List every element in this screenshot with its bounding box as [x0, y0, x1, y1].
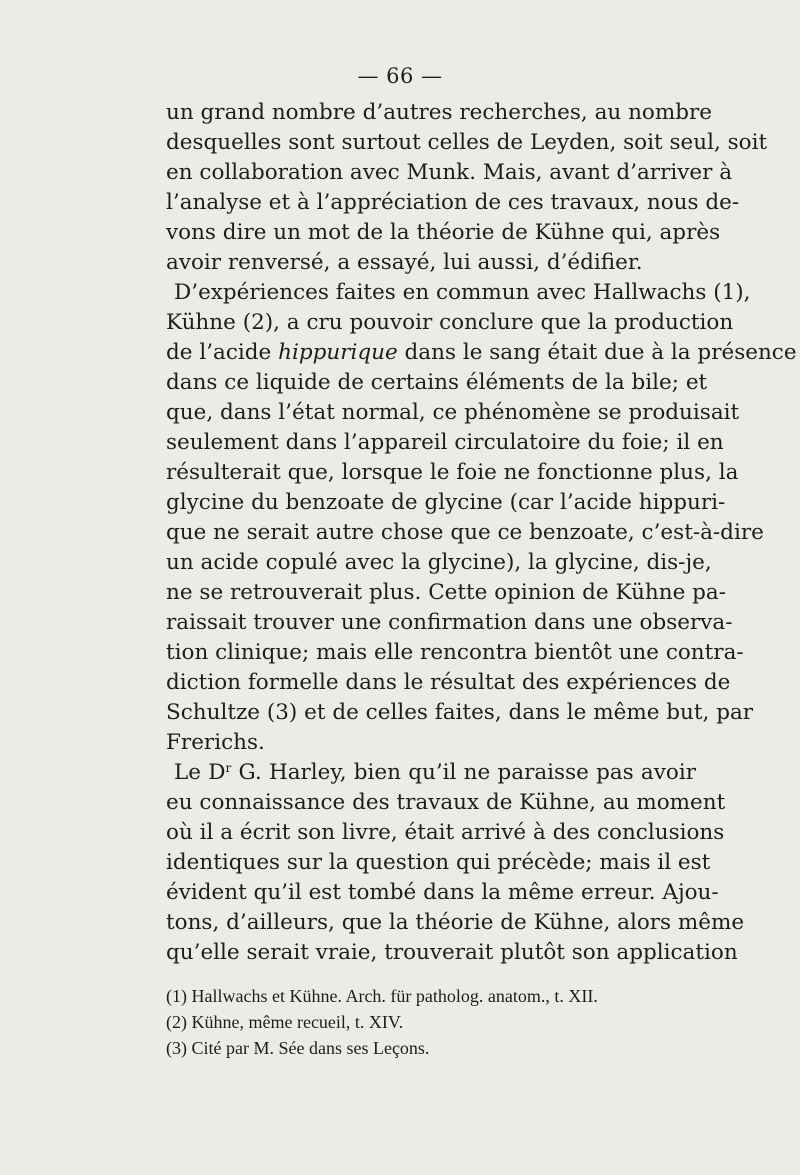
text-line: eu connaissance des travaux de Kühne, au moment	[166, 790, 726, 815]
text-line: glycine du benzoate de glycine (car l’acide hippuri-	[166, 490, 726, 515]
footnote: (1) Hallwachs et Kühne. Arch. für patholog. anatom., t. XII.	[166, 986, 598, 1006]
superscript: r	[225, 761, 232, 775]
text-line: Schultze (3) et de celles faites, dans le même but, par	[166, 700, 754, 725]
text-line: vons dire un mot de la théorie de Kühne qui, après	[166, 220, 721, 245]
text-line: tion clinique; mais elle rencontra bientôt une contra-	[166, 640, 744, 665]
text-line: évident qu’il est tombé dans la même erreur. Ajou-	[166, 880, 719, 905]
text-line: l’analyse et à l’appréciation de ces travaux, nous de-	[166, 190, 740, 215]
text-line: seulement dans l’appareil circulatoire du foie; il en	[166, 430, 724, 455]
italic-term: hippurique	[278, 340, 398, 365]
text-line: identiques sur la question qui précède; mais il est	[166, 850, 711, 875]
footnote: (2) Kühne, même recueil, t. XIV.	[166, 1012, 404, 1032]
text-fragment: dans le sang était due à la présence	[397, 340, 797, 365]
text-line: desquelles sont surtout celles de Leyden, soit seul, soit	[166, 130, 768, 155]
text-line	[174, 758, 696, 788]
text-fragment: de l’acide	[166, 340, 279, 365]
text-fragment: G. Harley, bien qu’il ne paraisse pas avoir	[231, 760, 696, 785]
text-line: tons, d’ailleurs, que la théorie de Kühne, alors même	[166, 910, 745, 935]
text-fragment: Le D	[174, 760, 226, 785]
text-line: Kühne (2), a cru pouvoir conclure que la production	[166, 310, 734, 335]
text-line: que, dans l’état normal, ce phénomène se produisait	[166, 400, 740, 425]
text-line: raissait trouver une confirmation dans une observa-	[166, 610, 733, 635]
text-line: dans ce liquide de certains éléments de la bile; et	[166, 370, 708, 395]
page-number: — 66 —	[357, 64, 443, 88]
text-line: un acide copulé avec la glycine), la glycine, dis-je,	[166, 550, 712, 575]
text-line: un grand nombre d’autres recherches, au nombre	[166, 100, 713, 125]
text-line: diction formelle dans le résultat des expériences de	[166, 670, 731, 695]
text-line: D’expériences faites en commun avec Hallwachs (1),	[174, 280, 751, 305]
text-line: avoir renversé, a essayé, lui aussi, d’édifier.	[166, 250, 643, 275]
text-line: résulterait que, lorsque le foie ne fonctionne plus, la	[166, 460, 739, 485]
text-line	[166, 338, 797, 368]
text-line: ne se retrouverait plus. Cette opinion de Kühne pa-	[166, 580, 727, 605]
text-line: que ne serait autre chose que ce benzoate, c’est-à-dire	[166, 520, 764, 545]
text-line: Frerichs.	[166, 730, 265, 755]
text-line: en collaboration avec Munk. Mais, avant d’arriver à	[166, 160, 733, 185]
text-line: où il a écrit son livre, était arrivé à des conclusions	[166, 820, 725, 845]
footnote: (3) Cité par M. Sée dans ses Leçons.	[166, 1038, 430, 1058]
text-line: qu’elle serait vraie, trouverait plutôt son application	[166, 940, 738, 965]
